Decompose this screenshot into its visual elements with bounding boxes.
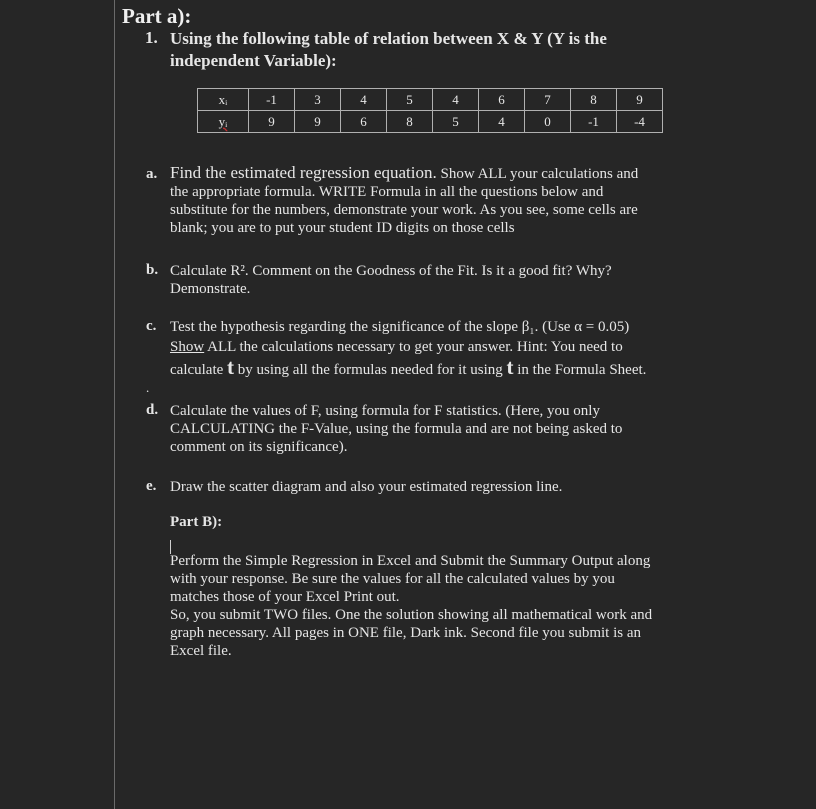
x-cell: 6 (479, 89, 525, 111)
item-a-line-3: substitute for the numbers, demonstrate your work. As you see, some cells are (170, 202, 638, 218)
item-a-line-1 (170, 164, 700, 183)
item-d-line-2: CALCULATING the F-Value, using the formula and are not being asked to (170, 421, 623, 437)
x-cell: 8 (571, 89, 617, 111)
question-1-text (170, 28, 690, 72)
question-1-line-2: independent Variable): (170, 51, 337, 70)
table-row-y (198, 111, 663, 133)
part-a-heading: Part a): (122, 4, 192, 28)
item-c-text (170, 318, 700, 379)
xy-data-table (197, 88, 663, 133)
y-label-text: yᵢ (218, 113, 228, 129)
item-a-line-1-rest: Show ALL your calculations and (436, 166, 639, 182)
part-b-line-3: matches those of your Excel Print out. (170, 589, 400, 605)
item-c-show-word: Show (170, 339, 205, 355)
y-cell: 6 (341, 111, 387, 133)
part-b-line-4: So, you submit TWO files. One the solution showing all mathematical work and (170, 607, 653, 623)
item-c-line-3 (170, 355, 700, 379)
item-d-text (170, 402, 700, 456)
question-1-number: 1. (145, 28, 158, 47)
y-cell: 4 (479, 111, 525, 133)
part-b-text (170, 552, 700, 660)
y-cell: 9 (295, 111, 341, 133)
item-a-line-2: the appropriate formula. WRITE Formula in all the questions below and (170, 184, 604, 200)
x-cell: 4 (341, 89, 387, 111)
x-cell: 3 (295, 89, 341, 111)
x-cell: 4 (433, 89, 479, 111)
t-symbol: t (227, 355, 235, 379)
item-c-line-2-rest: ALL the calculations necessary to get your answer. Hint: You need to (204, 339, 623, 355)
x-cell: 7 (525, 89, 571, 111)
item-d-line-3: comment on its significance). (170, 439, 348, 455)
item-c-letter: c. (146, 318, 157, 334)
y-cell: -1 (571, 111, 617, 133)
item-d-line-1: Calculate the values of F, using formula for F statistics. (Here, you only (170, 403, 600, 419)
x-cell: 5 (387, 89, 433, 111)
y-cell: 5 (433, 111, 479, 133)
x-cell: -1 (249, 89, 295, 111)
item-b-text (170, 262, 700, 298)
part-b-line-5: graph necessary. All pages in ONE file, Dark ink. Second file you submit is an (170, 625, 642, 641)
part-b-heading: Part B): (170, 514, 223, 530)
item-c-line-2 (170, 338, 700, 356)
item-e-text (170, 478, 700, 496)
y-cell: 9 (249, 111, 295, 133)
y-label-cell (198, 111, 249, 133)
y-cell: 8 (387, 111, 433, 133)
part-b-line-1: Perform the Simple Regression in Excel and Submit the Summary Output along (170, 553, 651, 569)
part-b-line-6: Excel file. (170, 643, 232, 659)
part-b-line-2: with your response. Be sure the values for all the calculated values by you (170, 571, 615, 587)
page-left-border (114, 0, 115, 809)
item-c-line-3-a: calculate (170, 362, 228, 378)
item-c-line-3-c: in the Formula Sheet. (513, 362, 647, 378)
stray-dot: . (146, 380, 150, 395)
item-b-letter: b. (146, 262, 159, 278)
item-a-letter: a. (146, 166, 158, 182)
item-a-line-4: blank; you are to put your student ID digits on those cells (170, 220, 515, 236)
question-1-line-1: Using the following table of relation between X & Y (Y is the (170, 29, 607, 48)
item-e-line-1: Draw the scatter diagram and also your estimated regression line. (170, 479, 563, 495)
y-cell: -4 (617, 111, 663, 133)
item-e-letter: e. (146, 478, 157, 494)
item-d-letter: d. (146, 402, 159, 418)
x-label-cell: xᵢ (198, 89, 249, 111)
item-a-text (170, 164, 700, 237)
x-cell: 9 (617, 89, 663, 111)
y-cell: 0 (525, 111, 571, 133)
item-c-line-3-b: by using all the formulas needed for it using (234, 362, 507, 378)
item-a-lead: Find the estimated regression equation. (170, 163, 437, 182)
item-b-line-1: Calculate R². Comment on the Goodness of the Fit. Is it a good fit? Why? (170, 263, 612, 279)
table-row-x (198, 89, 663, 111)
t-symbol: t (506, 355, 514, 379)
item-b-line-2: Demonstrate. (170, 281, 251, 297)
item-c-line-1: Test the hypothesis regarding the significance of the slope β₁. (Use α = 0.05) (170, 319, 630, 335)
